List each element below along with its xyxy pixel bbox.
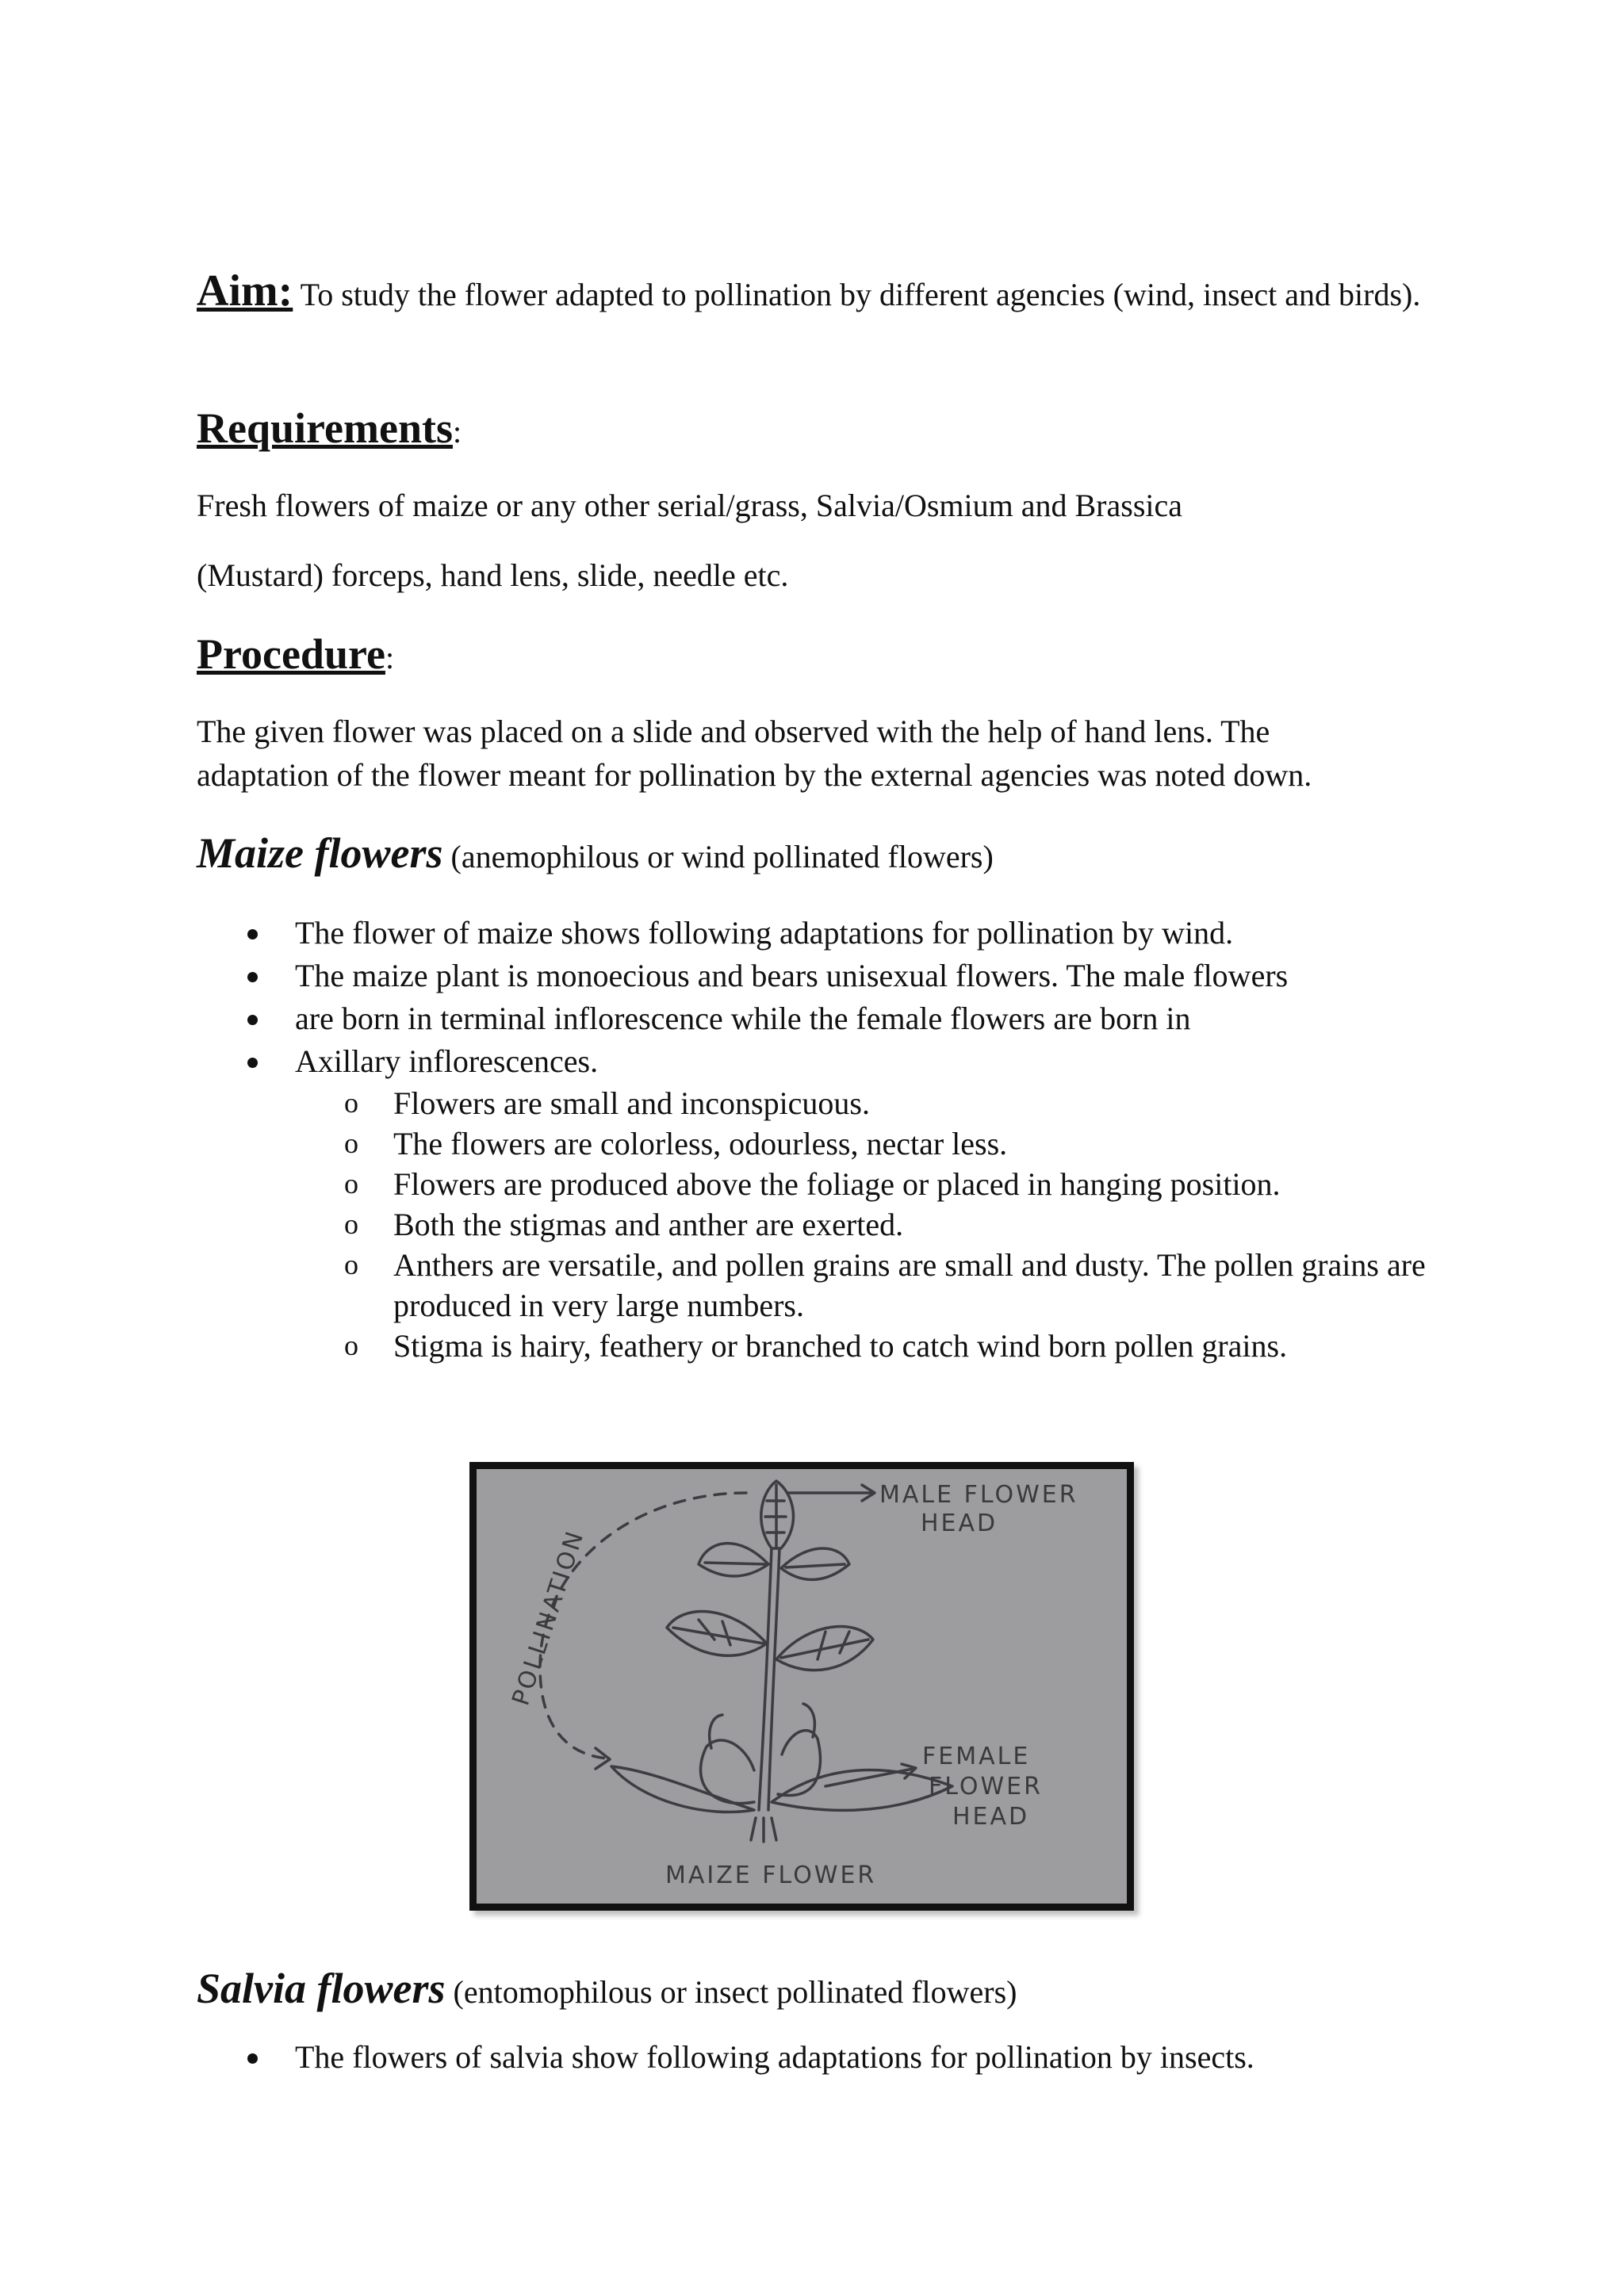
procedure-colon: :	[385, 640, 395, 675]
list-item	[197, 997, 1465, 1040]
list-item	[197, 912, 1465, 955]
requirements-line-2: (Mustard) forceps, hand lens, slide, needle etc.	[197, 557, 789, 593]
female-label: FEMALE	[922, 1743, 1031, 1770]
requirements-line-1: Fresh flowers of maize or any other serial/grass, Salvia/Osmium and Brassica	[197, 488, 1183, 523]
list-item-text: The maize plant is monoecious and bears unisexual flowers. The male flowers	[295, 958, 1289, 993]
sub-bullet-marker: o	[344, 1208, 358, 1240]
salvia-bullet-list	[197, 2036, 1465, 2079]
maize-title: Maize flowers	[197, 829, 443, 877]
maize-heading-line	[197, 821, 1434, 896]
aim-text: To study the flower adapted to pollination by different agencies (wind, insect and birds).	[293, 277, 1421, 312]
procedure-text: The given flower was placed on a slide and observed with the help of hand lens. The adaptation of the flower meant for pollination by the external agencies was noted down.	[197, 714, 1312, 793]
bullet-dot	[247, 2053, 258, 2064]
aim-label: Aim:	[197, 266, 293, 316]
requirements-colon: :	[452, 414, 462, 450]
female-label-arrow	[825, 1769, 913, 1786]
male-flower-label: MALE FLOWER	[879, 1481, 1078, 1509]
sub-list-item-text: Flowers are small and inconspicuous.	[393, 1085, 870, 1121]
requirements-heading-line	[197, 396, 1434, 471]
list-item	[197, 955, 1465, 997]
bullet-dot	[247, 1015, 258, 1025]
salvia-note: (entomophilous or insect pollinated flowers)	[445, 1974, 1017, 2010]
male-head-label: HEAD	[921, 1510, 998, 1537]
list-item-text: The flower of maize shows following adaptations for pollination by wind.	[295, 915, 1234, 951]
sub-bullet-marker: o	[344, 1127, 358, 1159]
sub-bullet-marker: o	[344, 1087, 358, 1119]
leaf	[772, 1770, 952, 1811]
figure-caption: MAIZE FLOWER	[665, 1862, 877, 1889]
sub-list-item-text: The flowers are colorless, odourless, nectar less.	[393, 1126, 1008, 1161]
sub-bullet-marker: o	[344, 1168, 358, 1200]
bullet-dot	[247, 1058, 258, 1068]
bullet-dot	[247, 972, 258, 982]
salvia-heading-line	[197, 1957, 1434, 2031]
sub-list-item-text: Flowers are produced above the foliage or placed in hanging position.	[393, 1166, 1281, 1202]
leaf-vein	[705, 1563, 767, 1564]
list-item-text: Axillary inflorescences.	[295, 1043, 599, 1079]
sub-list-item	[197, 1123, 1465, 1164]
sub-list-item	[197, 1164, 1465, 1204]
sub-list-item	[197, 1083, 1465, 1123]
sub-bullet-marker: o	[344, 1330, 358, 1361]
pollination-label: POLLINATION	[507, 1526, 590, 1709]
maize-bullet-list	[197, 912, 1465, 1366]
female-flower-label: FLOWER	[929, 1773, 1043, 1800]
sub-bullet-marker: o	[344, 1249, 358, 1280]
procedure-heading: Procedure	[197, 630, 385, 678]
female-head-label: HEAD	[952, 1803, 1030, 1831]
list-item	[197, 1040, 1465, 1083]
requirements-heading: Requirements	[197, 404, 453, 452]
salvia-title: Salvia flowers	[197, 1965, 446, 2012]
tassel-hatching	[765, 1485, 786, 1547]
sub-list-item-text: Anthers are versatile, and pollen grains are small and dusty. The pollen grains are produced in very large numbers.	[393, 1247, 1426, 1323]
salvia-bullets	[197, 2036, 1465, 2079]
sub-list-item-text: Stigma is hairy, feathery or branched to catch wind born pollen grains.	[393, 1328, 1288, 1364]
list-item-text: The flowers of salvia show following adaptations for pollination by insects.	[295, 2039, 1254, 2075]
maize-flower-figure	[469, 1462, 1134, 1911]
aim-paragraph	[197, 266, 1434, 316]
leaf	[611, 1766, 754, 1812]
leaf-vein	[673, 1620, 764, 1645]
maize-bullets	[197, 912, 1465, 1083]
sub-list-item	[197, 1204, 1465, 1245]
list-item	[197, 2036, 1465, 2079]
maize-note: (anemophilous or wind pollinated flowers)	[442, 839, 994, 874]
list-item-text: are born in terminal inflorescence while the female flowers are born in	[295, 1001, 1191, 1036]
leaf-vein	[786, 1564, 845, 1567]
leaf-vein	[781, 1632, 868, 1659]
procedure-heading-line	[197, 622, 1434, 697]
roots	[751, 1818, 776, 1842]
leaf	[667, 1612, 767, 1656]
sub-list-item	[197, 1326, 1465, 1366]
bullet-dot	[247, 929, 258, 939]
maize-sub-points	[197, 1083, 1465, 1366]
leaf	[699, 1544, 768, 1576]
maize-sketch-drawing	[477, 1469, 1127, 1904]
cob-tip	[710, 1715, 722, 1748]
sub-list-item-text: Both the stigmas and anther are exerted.	[393, 1207, 904, 1242]
sub-list-item	[197, 1245, 1465, 1326]
